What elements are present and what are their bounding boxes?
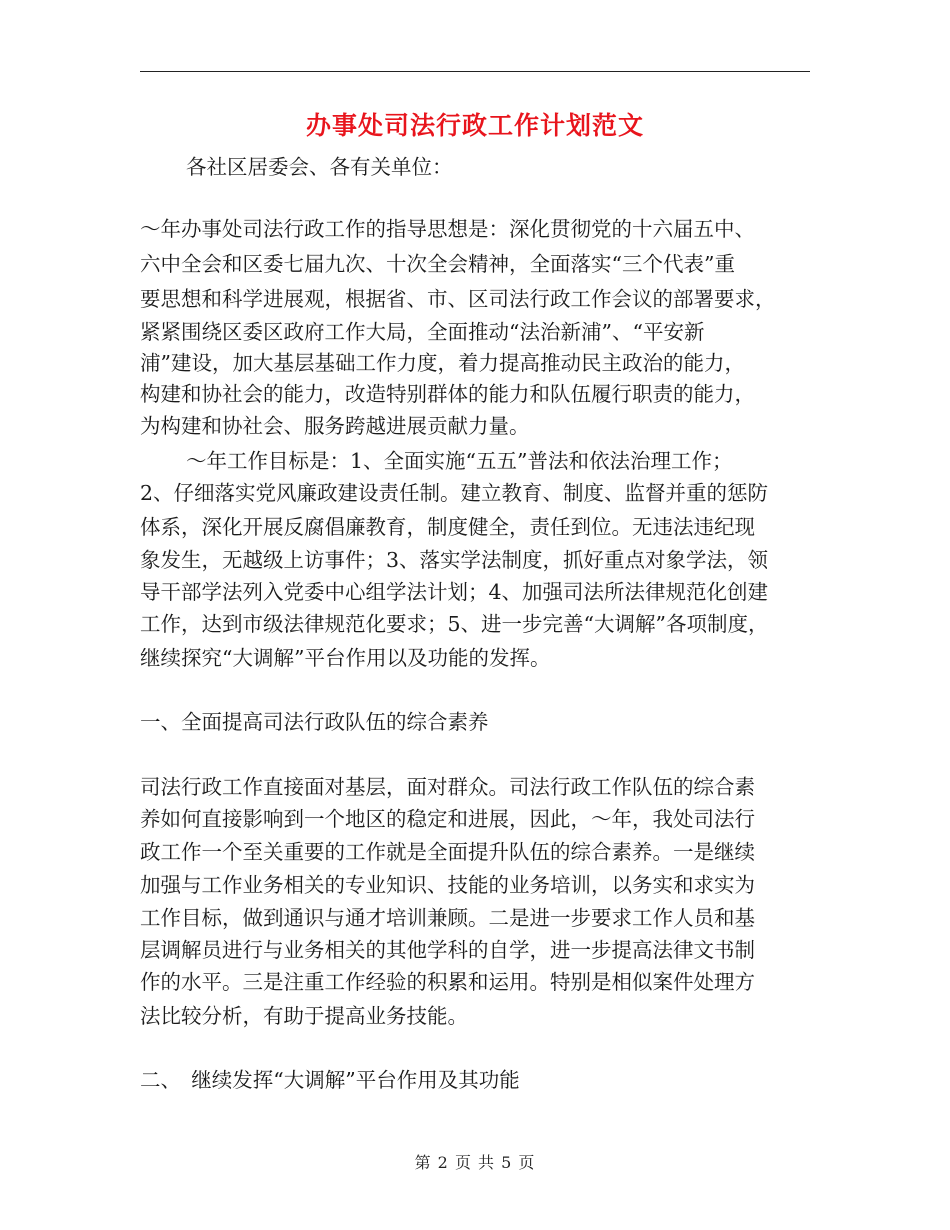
- paragraph-line: 加强与工作业务相关的专业知识、技能的业务培训，以务实和求实为: [140, 873, 755, 897]
- paragraph-line: ～年工作目标是：1、全面实施“五五”普法和依法治理工作；: [186, 449, 733, 473]
- paragraph-line: 六中全会和区委七届九次、十次全会精神，全面落实“三个代表”重: [140, 252, 735, 276]
- paragraph-line: 层调解员进行与业务相关的其他学科的自学，进一步提高法律文书制: [140, 938, 755, 962]
- header-rule: [140, 71, 810, 72]
- paragraph-line: 导干部学法列入党委中心组学法计划；4、加强司法所法律规范化创建: [140, 580, 769, 604]
- paragraph-line: 要思想和科学进展观，根据省、市、区司法行政工作会议的部署要求，: [140, 287, 776, 311]
- paragraph-line: 工作，达到市级法律规范化要求；5、进一步完善“大调解”各项制度，: [140, 612, 769, 636]
- document-title: 办事处司法行政工作计划范文: [305, 111, 644, 140]
- paragraph-line: 司法行政工作直接面对基层，面对群众。司法行政工作队伍的综合素: [140, 775, 755, 799]
- paragraph-line: 养如何直接影响到一个地区的稳定和进展，因此，～年，我处司法行: [140, 807, 755, 831]
- paragraph-line: 紧紧围绕区委区政府工作大局，全面推动“法治新浦”、“平安新: [140, 320, 705, 344]
- paragraph-line: 作的水平。三是注重工作经验的积累和运用。特别是相似案件处理方: [140, 970, 755, 994]
- paragraph-line: 继续探究“大调解”平台作用以及功能的发挥。: [140, 646, 551, 670]
- paragraph-line: 体系，深化开展反腐倡廉教育，制度健全，责任到位。无违法违纪现: [140, 515, 755, 539]
- paragraph-line: 象发生，无越级上访事件；3、落实学法制度，抓好重点对象学法，领: [140, 548, 769, 572]
- paragraph-line: 浦”建设，加大基层基础工作力度，着力提高推动民主政治的能力，: [140, 351, 745, 375]
- paragraph-line: 法比较分析，有助于提高业务技能。: [140, 1004, 468, 1028]
- paragraph-line: 工作目标，做到通识与通才培训兼顾。二是进一步要求工作人员和基: [140, 906, 755, 930]
- paragraph-line: 2、仔细落实党风廉政建设责任制。建立教育、制度、监督并重的惩防: [140, 481, 769, 505]
- salutation: 各社区居委会、各有关单位：: [186, 155, 453, 179]
- paragraph-line: 政工作一个至关重要的工作就是全面提升队伍的综合素养。一是继续: [140, 840, 755, 864]
- section-heading-2: 二、 继续发挥“大调解”平台作用及其功能: [140, 1068, 520, 1092]
- page-footer: 第 2 页 共 5 页: [414, 1153, 536, 1172]
- paragraph-line: ～年办事处司法行政工作的指导思想是：深化贯彻党的十六届五中、: [140, 217, 755, 241]
- paragraph-line: 为构建和协社会、服务跨越进展贡献力量。: [140, 414, 530, 438]
- paragraph-line: 构建和协社会的能力，改造特别群体的能力和队伍履行职责的能力，: [140, 382, 755, 406]
- section-heading-1: 一、全面提高司法行政队伍的综合素养: [140, 710, 489, 734]
